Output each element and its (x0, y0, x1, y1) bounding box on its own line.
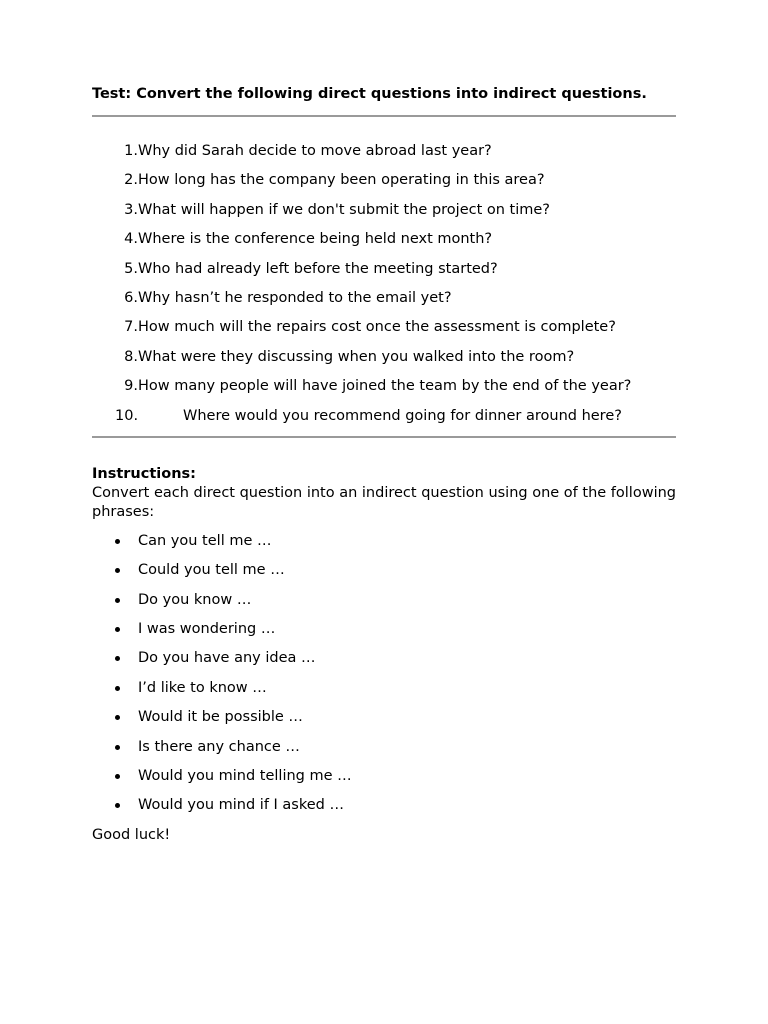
question-item (92, 319, 676, 348)
phrase-text: Could you tell me … (138, 562, 285, 579)
phrase-text: Can you tell me … (138, 532, 272, 549)
phrase-item (92, 680, 676, 709)
question-text: Why did Sarah decide to move abroad last year? (138, 143, 492, 159)
phrase-text: Would you mind if I asked … (138, 797, 344, 814)
question-item (92, 231, 676, 260)
phrase-text: I’d like to know … (138, 679, 267, 696)
phrase-text: Would you mind telling me … (138, 768, 352, 785)
question-number: 4. (124, 231, 138, 248)
question-number: 3. (124, 201, 138, 218)
bottom-divider (92, 436, 676, 438)
phrase-item (92, 768, 676, 797)
phrase-text: Would it be possible … (138, 709, 303, 726)
question-text: How much will the repairs cost once the assessment is complete? (138, 319, 616, 336)
question-item (92, 290, 676, 319)
phrase-item (92, 533, 676, 562)
instructions-text: Convert each direct question into an indirect question using one of the following phrases: (92, 484, 676, 521)
question-number: 6. (124, 289, 138, 306)
question-item (92, 261, 676, 290)
question-text: Where is the conference being held next month? (138, 231, 493, 248)
question-text: Why hasn’t he responded to the email yet? (138, 289, 452, 306)
question-text: Who had already left before the meeting started? (138, 260, 498, 277)
phrase-text: Do you know … (138, 591, 252, 608)
document-page (92, 84, 676, 844)
question-item (92, 378, 676, 407)
question-text: How many people will have joined the team by the end of the year? (138, 378, 632, 395)
question-number: 2. (124, 172, 138, 189)
question-number: 5. (124, 260, 138, 277)
question-item (92, 202, 676, 231)
phrase-item (92, 562, 676, 591)
question-item (92, 349, 676, 378)
phrase-item (92, 592, 676, 621)
question-number: 1. (124, 143, 138, 159)
question-text: How long has the company been operating in this area? (138, 172, 545, 189)
phrase-item (92, 650, 676, 679)
phrase-item (92, 739, 676, 768)
phrase-text: Do you have any idea … (138, 650, 316, 667)
question-number: 9. (124, 378, 138, 395)
question-number: 10. (115, 407, 139, 424)
phrase-text: I was wondering … (138, 621, 276, 638)
phrase-item (92, 797, 676, 826)
top-divider (92, 115, 676, 117)
question-item (92, 172, 676, 201)
question-text: What were they discussing when you walked into the room? (138, 348, 575, 365)
phrase-text: Is there any chance … (138, 738, 300, 755)
question-text: Where would you recommend going for dinner around here? (183, 407, 622, 424)
question-number: 8. (124, 348, 138, 365)
document-title: Test: Convert the following direct questions into indirect questions. (92, 86, 647, 102)
question-number: 7. (124, 319, 138, 336)
question-item (92, 408, 676, 437)
question-text: What will happen if we don't submit the project on time? (138, 201, 551, 218)
phrase-list (92, 533, 676, 827)
instructions-heading: Instructions: (92, 465, 196, 482)
question-item (92, 143, 676, 172)
phrase-item (92, 621, 676, 650)
phrase-item (92, 709, 676, 738)
question-list (92, 143, 676, 437)
closing-text: Good luck! (92, 826, 171, 843)
